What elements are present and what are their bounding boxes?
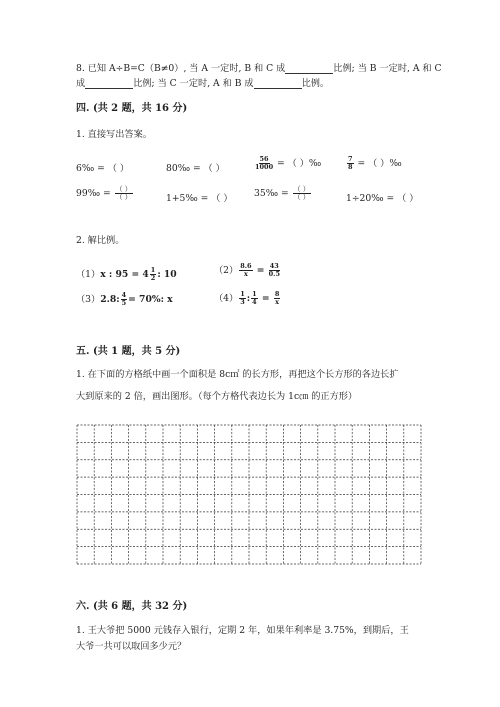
answer-blank[interactable] <box>85 79 133 89</box>
fraction: $\frac{( )}{( )}$ <box>115 185 132 201</box>
q8-line2 <box>76 75 329 89</box>
s6-q1-line2: 大爷一共可以取回多少元？ <box>76 641 187 652</box>
graph-paper-grid[interactable] <box>76 424 422 565</box>
calc-item: 80‰ = （ ） <box>166 163 225 174</box>
calc-item: 35‰ = $\frac{( )}{( )}$ <box>254 185 310 201</box>
section6-title: 六. (共 6 题，共 32 分) <box>76 601 188 612</box>
section5-title: 五. (共 1 题，共 5 分) <box>76 346 181 357</box>
fraction: $\frac{( )}{( )}$ <box>293 185 310 201</box>
answer-blank[interactable] <box>254 79 302 89</box>
fraction: $\frac{1}{2}$ <box>150 266 156 282</box>
q8-line1-a: 8. 已知 A÷B=C（B≠0）, 当 A 一定时, B 和 C 成 <box>76 63 286 74</box>
equation-1: （1）x : 95 = 4 $\frac{1}{2}$ : 10 <box>76 266 177 282</box>
calc-item: 1+5‰ = （ ） <box>166 193 233 204</box>
fraction: $\frac{8.6}{x}$ <box>240 262 252 278</box>
q8-line2-b: 比例; 当 C 一定时, A 和 B 成 <box>133 78 254 89</box>
fraction: $\frac{8}{x}$ <box>274 290 280 306</box>
fraction: $\frac{7}{8}$ <box>348 155 353 171</box>
answer-blank[interactable] <box>285 64 333 74</box>
fraction: $\frac{1}{4}$ <box>252 290 257 306</box>
q8-line2-c: 比例。 <box>301 78 330 89</box>
fraction: $\frac{43}{0.5}$ <box>268 262 280 278</box>
s4-q2-title: 2. 解比例。 <box>76 235 125 246</box>
calc-item: 1÷20‰ = （ ） <box>346 193 419 204</box>
fraction: $\frac{1}{3}$ <box>240 290 245 306</box>
calc-item: $\frac{7}{8}$ = （ ）‰ <box>348 155 402 171</box>
s5-q1-line2: 大到原来的 2 倍，画出图形。（每个方格代表边长为 1c㎝ 的正方形） <box>76 391 358 402</box>
s5-q1-line1: 1. 在下面的方格纸中画一个面积是 8c㎡ 的长方形，再把这个长方形的各边长扩 <box>76 369 399 380</box>
calc-item: 99‰ = $\frac{( )}{( )}$ <box>76 185 132 201</box>
q8-line2-a: 成 <box>76 78 86 89</box>
s4-q1-title: 1. 直接写出答案。 <box>76 129 152 140</box>
s6-q1-line1: 1. 王大爷把 5000 元钱存入银行，定期 2 年，如果年利率是 3.75%，到期后，王 <box>76 625 409 636</box>
equation-4: （4） $\frac{1}{3}$ : $\frac{1}{4}$ = $\frac{8}{x}$ <box>214 290 280 306</box>
equation-3: （3）2.8: $\frac{4}{5}$ = 70%: x <box>76 291 173 307</box>
q8-line1 <box>76 60 442 74</box>
calc-item: 6‰ = （ ） <box>76 163 130 174</box>
fraction: $\frac{4}{5}$ <box>121 291 127 307</box>
calc-item: $\frac{56}{1000}$ = （ ）‰ <box>255 155 322 171</box>
section4-title: 四. (共 2 题，共 16 分) <box>76 103 188 114</box>
q8-line1-b: 比例; 当 B 一定时, A 和 C <box>333 63 442 74</box>
equation-2: （2） $\frac{8.6}{x}$ = $\frac{43}{0.5}$ <box>214 262 280 278</box>
fraction: $\frac{56}{1000}$ <box>255 155 274 171</box>
